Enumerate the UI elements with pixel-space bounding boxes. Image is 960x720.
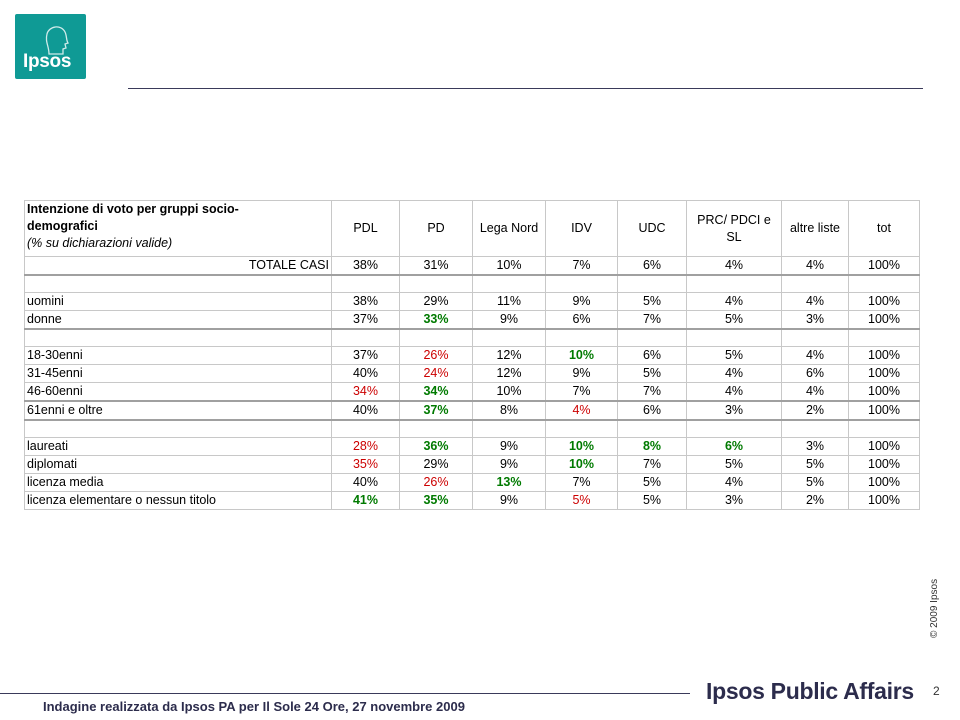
value-cell: 100% [849,293,920,311]
value-cell: 5% [687,311,782,330]
value-cell: 37% [400,401,473,420]
table-row [25,401,920,420]
value-cell: 6% [618,401,687,420]
value-cell: 100% [849,474,920,492]
value-cell [546,329,618,347]
value-cell: 40% [332,474,400,492]
table-row [25,438,920,456]
value-cell [332,420,400,438]
logo-text: Ipsos [23,51,72,72]
value-cell: 7% [546,257,618,276]
value-cell [473,420,546,438]
value-cell: 34% [400,383,473,402]
value-cell: 9% [546,365,618,383]
value-cell: 40% [332,401,400,420]
table-spacer-row [25,329,920,347]
value-cell: 7% [618,311,687,330]
row-label: TOTALE CASI [25,257,332,276]
value-cell [618,420,687,438]
value-cell: 10% [473,383,546,402]
value-cell: 4% [782,347,849,365]
value-cell: 8% [618,438,687,456]
value-cell: 100% [849,383,920,402]
value-cell: 6% [546,311,618,330]
value-cell: 29% [400,456,473,474]
value-cell: 4% [687,474,782,492]
value-cell: 3% [687,492,782,510]
value-cell [546,420,618,438]
top-divider [128,88,923,89]
row-label: licenza media [25,474,332,492]
value-cell [400,329,473,347]
row-label: 31-45enni [25,365,332,383]
value-cell: 5% [782,456,849,474]
value-cell: 5% [687,456,782,474]
row-label: diplomati [25,456,332,474]
value-cell: 9% [473,456,546,474]
value-cell: 100% [849,365,920,383]
row-label: licenza elementare o nessun titolo [25,492,332,510]
value-cell: 24% [400,365,473,383]
value-cell [473,275,546,293]
value-cell: 6% [782,365,849,383]
value-cell [849,275,920,293]
value-cell: 3% [782,438,849,456]
value-cell: 9% [473,438,546,456]
column-header: PD [400,201,473,257]
table-row [25,474,920,492]
value-cell: 35% [400,492,473,510]
value-cell [782,420,849,438]
value-cell: 2% [782,401,849,420]
page-number: 2 [933,684,940,698]
table-spacer-row [25,420,920,438]
row-label: donne [25,311,332,330]
table-row [25,311,920,330]
value-cell: 9% [473,492,546,510]
value-cell [849,329,920,347]
value-cell: 9% [546,293,618,311]
value-cell: 5% [618,293,687,311]
value-cell: 11% [473,293,546,311]
vote-intention-table [24,200,920,510]
value-cell [332,329,400,347]
table-row [25,492,920,510]
row-label [25,420,332,438]
value-cell: 40% [332,365,400,383]
value-cell: 12% [473,365,546,383]
value-cell: 10% [546,438,618,456]
value-cell: 3% [782,311,849,330]
table-row [25,347,920,365]
value-cell: 5% [546,492,618,510]
row-label [25,329,332,347]
value-cell: 26% [400,474,473,492]
value-cell: 4% [687,293,782,311]
value-cell: 37% [332,347,400,365]
value-cell: 4% [782,383,849,402]
bottom-divider [0,693,690,694]
value-cell: 4% [782,257,849,276]
value-cell [782,275,849,293]
value-cell: 100% [849,438,920,456]
value-cell: 4% [687,257,782,276]
value-cell: 37% [332,311,400,330]
row-label: 61enni e oltre [25,401,332,420]
value-cell: 100% [849,456,920,474]
row-label: 18-30enni [25,347,332,365]
column-header: IDV [546,201,618,257]
table-title-line1: Intenzione di voto per gruppi socio- [27,202,239,216]
row-label [25,275,332,293]
value-cell: 6% [618,257,687,276]
value-cell: 4% [782,293,849,311]
value-cell: 13% [473,474,546,492]
column-header: PDL [332,201,400,257]
value-cell [546,275,618,293]
value-cell [618,275,687,293]
value-cell: 9% [473,311,546,330]
table-title-line2: demografici [27,219,98,233]
table-row [25,293,920,311]
value-cell: 7% [618,383,687,402]
value-cell: 7% [546,474,618,492]
table-row [25,365,920,383]
value-cell: 100% [849,257,920,276]
column-header: PRC/ PDCI e SL [687,201,782,257]
value-cell: 35% [332,456,400,474]
value-cell: 100% [849,401,920,420]
value-cell: 29% [400,293,473,311]
value-cell: 4% [687,365,782,383]
value-cell [618,329,687,347]
value-cell [687,329,782,347]
value-cell: 5% [782,474,849,492]
value-cell: 100% [849,492,920,510]
column-header: Lega Nord [473,201,546,257]
value-cell: 41% [332,492,400,510]
table-row [25,257,920,276]
value-cell: 10% [546,347,618,365]
value-cell: 26% [400,347,473,365]
value-cell: 100% [849,311,920,330]
value-cell: 10% [546,456,618,474]
value-cell: 2% [782,492,849,510]
value-cell [400,275,473,293]
footer-brand: Ipsos Public Affairs [706,678,914,704]
value-cell: 6% [687,438,782,456]
value-cell: 3% [687,401,782,420]
value-cell [400,420,473,438]
column-header: altre liste [782,201,849,257]
value-cell: 6% [618,347,687,365]
footer-source-note: Indagine realizzata da Ipsos PA per Il Sole 24 Ore, 27 novembre 2009 [43,699,465,714]
value-cell: 7% [618,456,687,474]
ipsos-logo [15,14,86,79]
value-cell: 5% [618,474,687,492]
column-header: tot [849,201,920,257]
value-cell: 8% [473,401,546,420]
value-cell: 7% [546,383,618,402]
value-cell: 36% [400,438,473,456]
value-cell: 28% [332,438,400,456]
table-title-cell [25,201,332,257]
row-label: 46-60enni [25,383,332,402]
value-cell [782,329,849,347]
value-cell: 38% [332,257,400,276]
value-cell: 38% [332,293,400,311]
copyright-notice: © 2009 Ipsos [929,578,940,638]
row-label: laureati [25,438,332,456]
value-cell: 31% [400,257,473,276]
header-row [25,201,920,257]
table-spacer-row [25,275,920,293]
value-cell: 5% [618,492,687,510]
table-row [25,383,920,402]
value-cell: 4% [546,401,618,420]
value-cell: 5% [687,347,782,365]
table-row [25,456,920,474]
value-cell: 10% [473,257,546,276]
value-cell: 100% [849,347,920,365]
value-cell [473,329,546,347]
value-cell: 4% [687,383,782,402]
value-cell: 12% [473,347,546,365]
value-cell [332,275,400,293]
value-cell: 5% [618,365,687,383]
row-label: uomini [25,293,332,311]
value-cell [687,420,782,438]
value-cell [849,420,920,438]
value-cell: 33% [400,311,473,330]
value-cell: 34% [332,383,400,402]
value-cell [687,275,782,293]
table-title-note: (% su dichiarazioni valide) [27,236,173,250]
column-header: UDC [618,201,687,257]
